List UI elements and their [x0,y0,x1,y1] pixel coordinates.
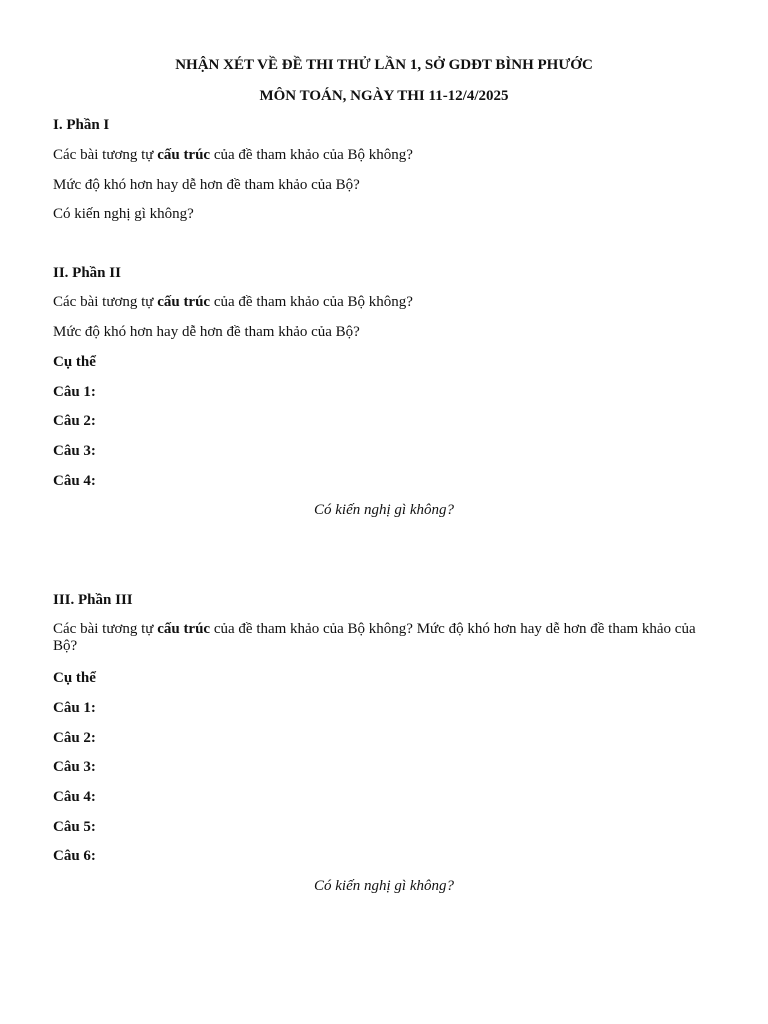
part2-heading: II. Phần II [53,265,121,281]
part1-q1-after: của đề tham khảo của Bộ không? [210,147,413,163]
part2-item: Câu 3: [53,443,96,459]
part3-item: Câu 1: [53,700,96,716]
part3-item: Câu 5: [53,819,96,835]
part3-q1-bold: cấu trúc [157,621,211,637]
part1-question-difficulty: Mức độ khó hơn hay dễ hơn đề tham khảo của Bộ? [53,177,360,193]
part2-question-difficulty: Mức độ khó hơn hay dễ hơn đề tham khảo của Bộ? [53,324,360,340]
part3-question-structure [53,621,723,656]
part1-question-suggestion: Có kiến nghị gì không? [53,206,194,222]
part2-detail-label: Cụ thể [53,354,96,370]
document-title-line-2: MÔN TOÁN, NGÀY THI 11-12/4/2025 [259,88,509,104]
part2-item: Câu 4: [53,473,96,489]
part1-question-structure [53,146,413,164]
part1-q1-before: Các bài tương tự [53,147,158,163]
part2-item: Câu 2: [53,413,96,429]
part1-heading: I. Phần I [53,117,110,133]
part2-closing-question: Có kiến nghị gì không? [314,502,454,518]
part3-item: Câu 3: [53,759,96,775]
part2-item: Câu 1: [53,384,96,400]
part2-q1-after: của đề tham khảo của Bộ không? [210,294,413,310]
part1-q1-bold: cấu trúc [157,147,211,163]
part3-q1-before: Các bài tương tự [53,621,158,637]
part3-item: Câu 2: [53,730,96,746]
part3-item: Câu 4: [53,789,96,805]
part3-detail-label: Cụ thể [53,670,96,686]
document-title-line-1: NHẬN XÉT VỀ ĐỀ THI THỬ LẦN 1, SỞ GDĐT BÌNH PHƯỚC [175,57,593,73]
part2-question-structure [53,293,413,311]
part2-q1-before: Các bài tương tự [53,294,158,310]
part3-closing-question: Có kiến nghị gì không? [314,878,454,894]
part2-q1-bold: cấu trúc [157,294,211,310]
part3-heading: III. Phần III [53,592,133,608]
part3-q1-after: của đề tham khảo của Bộ không? Mức độ khó hơn hay dễ hơn đề tham khảo của Bộ? [53,621,696,655]
part3-item: Câu 6: [53,848,96,864]
